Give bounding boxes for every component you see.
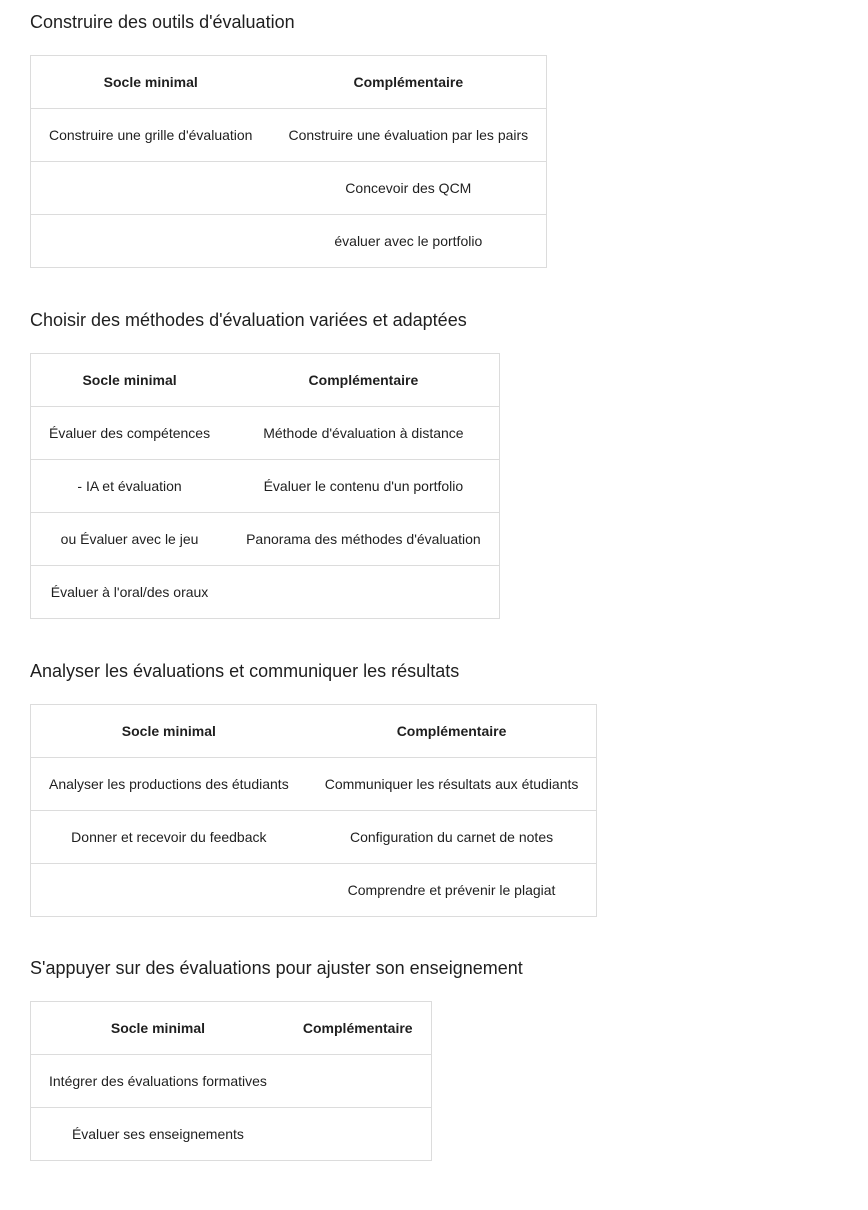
column-header-socle: Socle minimal [31,56,271,109]
table-row [31,864,597,917]
table-row [31,758,597,811]
table-cell: Concevoir des QCM [270,162,546,215]
table-cell [31,162,271,215]
table-row [31,566,500,619]
column-header-complementaire: Complémentaire [307,705,597,758]
table-cell: Analyser les productions des étudiants [31,758,307,811]
table-cell: Comprendre et prévenir le plagiat [347,882,556,898]
table-cell [285,1108,431,1161]
table-header-row [31,705,597,758]
table-header-row [31,354,500,407]
table-row [31,407,500,460]
table-row [31,215,547,268]
page [0,10,868,1161]
skills-table [30,704,597,917]
table-cell [31,864,307,917]
table-cell: Intégrer des évaluations formatives [31,1055,285,1108]
table-cell: Construire une grille d'évaluation [31,109,271,162]
skills-table [30,1001,432,1161]
table-cell: Panorama des méthodes d'évaluation [228,513,499,566]
table-cell: Évaluer ses enseignements [71,1126,244,1142]
column-header-complementaire: Complémentaire [285,1002,431,1055]
skills-table [30,353,500,619]
section-ajuster-enseignement [30,956,868,1161]
column-header-socle: Socle minimal [31,705,307,758]
section-analyser-evaluations [30,659,868,917]
table-cell: Évaluer à l'oral/des oraux [50,584,209,600]
column-header-complementaire: Complémentaire [228,354,499,407]
table-cell: évaluer avec le portfolio [334,233,483,249]
table-row [31,162,547,215]
column-header-socle: Socle minimal [31,354,229,407]
column-header-complementaire: Complémentaire [270,56,546,109]
section-construire-outils [30,10,868,268]
table-header-row [31,1002,432,1055]
table-row [31,460,500,513]
section-choisir-methodes [30,308,868,619]
table-row [31,811,597,864]
table-row [31,1108,432,1161]
table-cell [228,566,499,619]
table-cell: Communiquer les résultats aux étudiants [307,758,597,811]
table-cell: Donner et recevoir du feedback [31,811,307,864]
table-cell: Construire une évaluation par les pairs [270,109,546,162]
table-cell: Configuration du carnet de notes [307,811,597,864]
section-title: Choisir des méthodes d'évaluation variées et adaptées [30,310,467,330]
table-cell: ou Évaluer avec le jeu [31,513,229,566]
table-cell: Évaluer des compétences [31,407,229,460]
table-row [31,1055,432,1108]
table-cell [285,1055,431,1108]
section-title: S'appuyer sur des évaluations pour ajuster son enseignement [30,958,523,978]
table-header-row [31,56,547,109]
table-row [31,513,500,566]
table-cell: - IA et évaluation [31,460,229,513]
column-header-socle: Socle minimal [31,1002,285,1055]
section-title: Construire des outils d'évaluation [30,12,295,32]
table-cell: Évaluer le contenu d'un portfolio [228,460,499,513]
table-row [31,109,547,162]
table-cell [31,215,271,268]
skills-table [30,55,547,268]
section-title: Analyser les évaluations et communiquer les résultats [30,661,460,681]
table-cell: Méthode d'évaluation à distance [228,407,499,460]
